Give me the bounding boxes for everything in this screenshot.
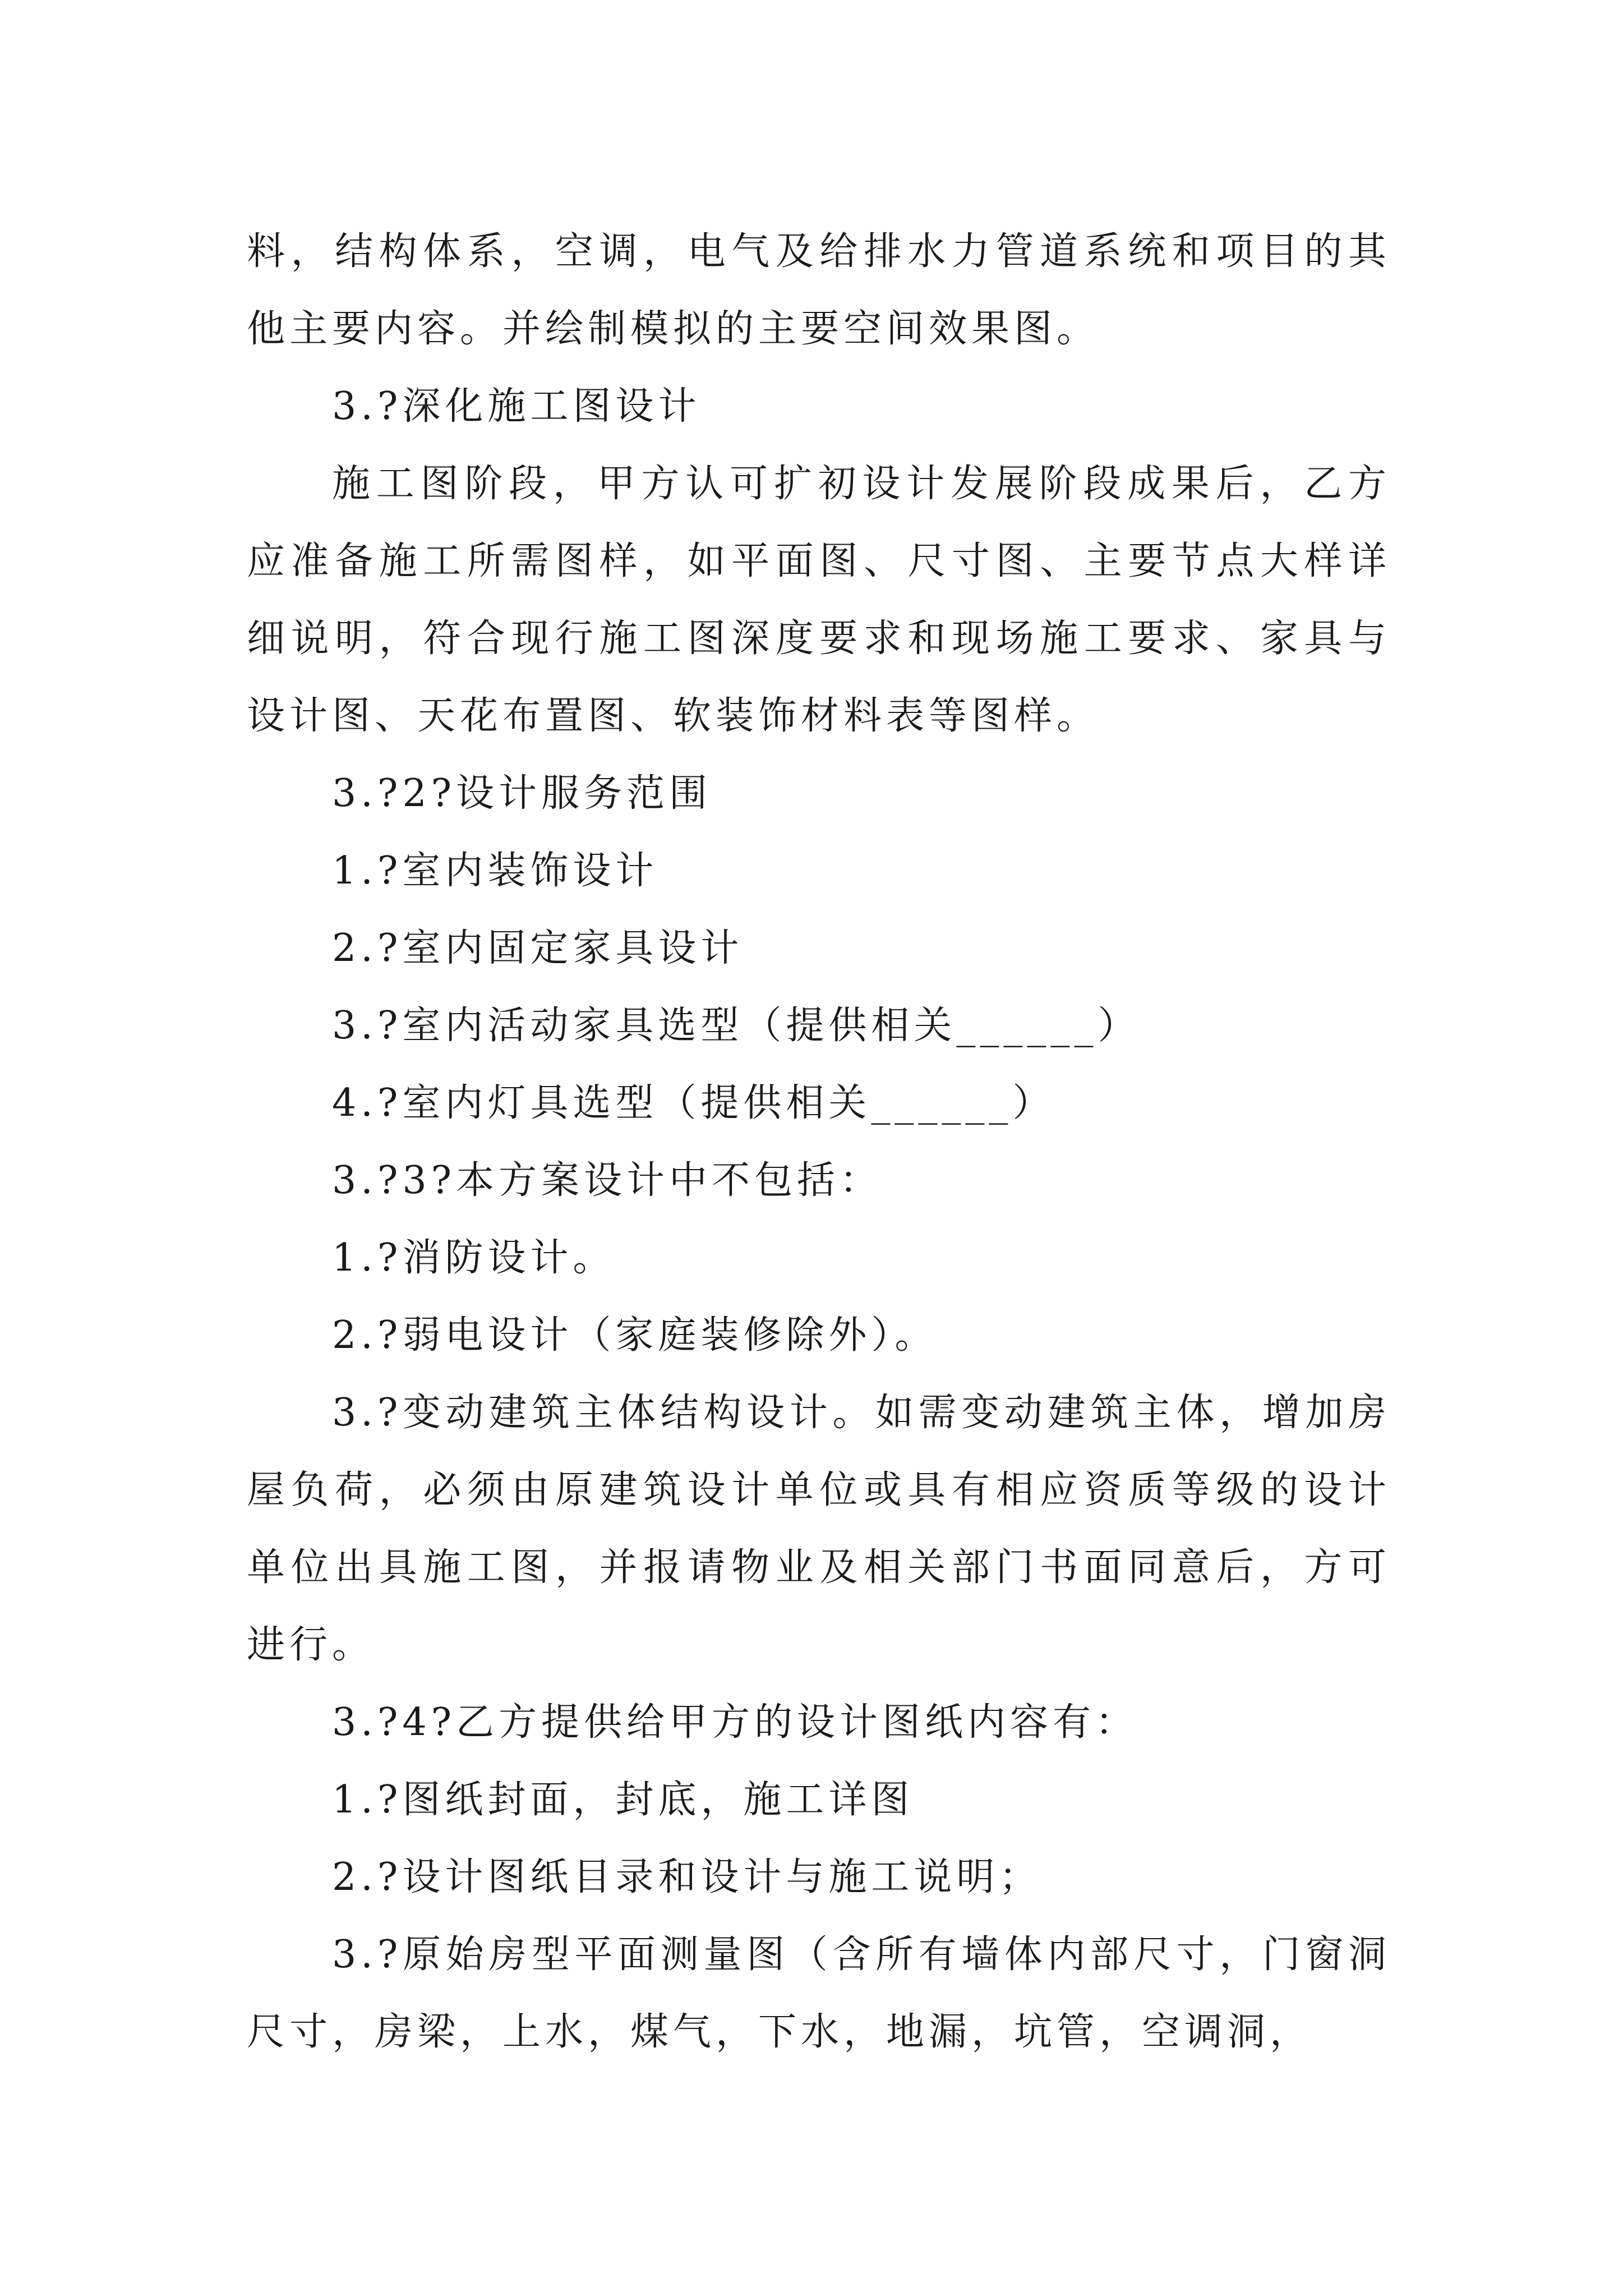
list-item-scope-3: 3.?室内活动家具选型（提供相关______）: [332, 1004, 1141, 1048]
list-item-scope-1: 1.?室内装饰设计: [332, 849, 658, 893]
list-item-scope-4: 4.?室内灯具选型（提供相关______）: [332, 1081, 1055, 1125]
heading-3-3-exclusions: 3.?3?本方案设计中不包括：: [332, 1158, 883, 1203]
paragraph-continuation: 料，结构体系，空调，电气及给排水力管道系统和项目的其他主要内容。并绘制模拟的主要空间效果图。: [247, 229, 1391, 351]
list-item-drawing-2: 2.?设计图纸目录和设计与施工说明；: [332, 1855, 1042, 1899]
heading-3-4-drawing-contents: 3.?4?乙方提供给甲方的设计图纸内容有：: [332, 1700, 1138, 1745]
document-body: [247, 213, 1391, 2071]
heading-3-2-design-service-scope: 3.?2?设计服务范围: [332, 771, 712, 816]
heading-3-deepen-construction-drawing: 3.?深化施工图设计: [332, 384, 701, 429]
list-item-drawing-3: 3.?原始房型平面测量图（含所有墙体内部尺寸，门窗洞尺寸，房梁，上水，煤气，下水，地漏，坑管，空调洞，: [247, 1932, 1391, 2054]
list-item-exclusion-1: 1.?消防设计。: [332, 1236, 616, 1280]
list-item-exclusion-2: 2.?弱电设计（家庭装修除外）。: [332, 1313, 938, 1358]
list-item-exclusion-3: 3.?变动建筑主体结构设计。如需变动建筑主体，增加房屋负荷，必须由原建筑设计单位或具有相应资质等级的设计单位出具施工图，并报请物业及相关部门书面同意后，方可进行。: [247, 1391, 1391, 1667]
list-item-drawing-1: 1.?图纸封面，封底，施工详图: [332, 1778, 914, 1822]
paragraph-construction-drawing-stage: 施工图阶段，甲方认可扩初设计发展阶段成果后，乙方应准备施工所需图样，如平面图、尺寸图、主要节点大样详细说明，符合现行施工图深度要求和现场施工要求、家具与设计图、天花布置图、软装饰材料表等图样。: [247, 462, 1391, 738]
list-item-scope-2: 2.?室内固定家具设计: [332, 926, 744, 970]
